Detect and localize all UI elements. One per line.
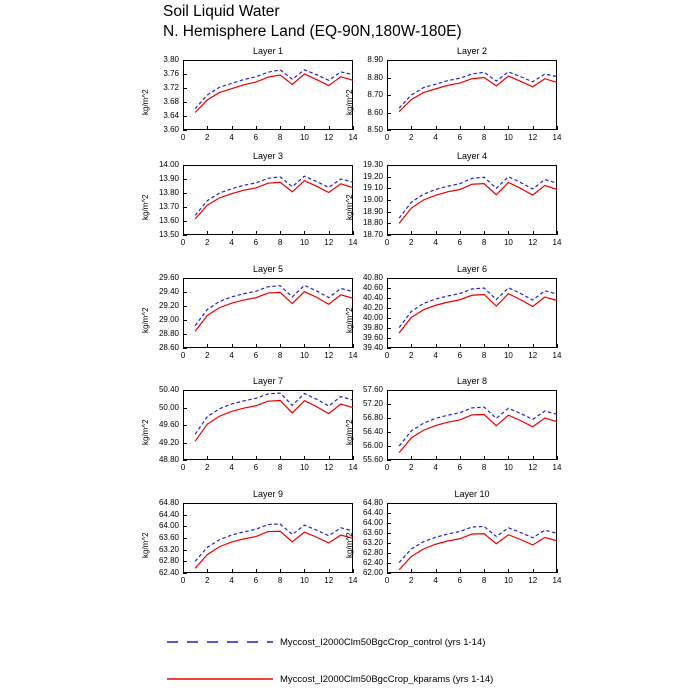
x-tick-label: 12 xyxy=(528,351,538,360)
x-tick-label: 14 xyxy=(552,351,562,360)
y-tick-label: 62.80 xyxy=(158,556,179,566)
x-tick-label: 8 xyxy=(277,133,283,142)
x-tick-label: 10 xyxy=(299,238,309,247)
chart-panel xyxy=(141,46,358,142)
y-tick-label: 62.40 xyxy=(362,558,383,567)
y-tick-label: 56.00 xyxy=(362,441,383,450)
y-tick-mark xyxy=(183,460,187,461)
y-tick-label: 19.20 xyxy=(362,171,383,181)
x-tick-label: 2 xyxy=(205,576,210,585)
y-tick-label: 64.40 xyxy=(158,509,179,519)
x-tick-label: 10 xyxy=(299,576,309,585)
y-tick-label: 57.20 xyxy=(362,399,383,408)
x-tick-label: 0 xyxy=(384,238,390,247)
y-tick-label: 8.70 xyxy=(367,90,383,99)
y-tick-label: 62.00 xyxy=(362,568,383,577)
y-tick-label: 29.20 xyxy=(158,301,179,310)
chart-title: Layer 3 xyxy=(252,151,284,161)
page-title xyxy=(163,2,462,42)
series-layer xyxy=(183,278,353,348)
x-tick-label: 6 xyxy=(457,576,463,585)
x-tick-label: 10 xyxy=(503,576,513,585)
y-tick-label: 63.20 xyxy=(158,544,179,554)
x-tick-label: 8 xyxy=(481,576,487,585)
y-tick-mark xyxy=(387,130,391,131)
y-tick-mark xyxy=(183,235,187,236)
x-tick-label: 2 xyxy=(409,351,414,360)
chart-title: Layer 9 xyxy=(252,489,284,499)
legend-label-kparams: Myccost_I2000Clm50BgcCrop_kparams (yrs 1-14) xyxy=(280,674,494,685)
series-layer xyxy=(183,60,353,130)
y-tick-label: 18.80 xyxy=(362,218,383,228)
y-tick-label: 14.00 xyxy=(158,160,179,169)
series-layer xyxy=(387,390,557,460)
y-tick-mark xyxy=(387,235,391,236)
x-tick-mark xyxy=(557,126,558,130)
x-tick-label: 10 xyxy=(503,463,513,472)
y-tick-label: 19.10 xyxy=(362,183,383,193)
x-tick-label: 0 xyxy=(180,576,186,585)
x-tick-label: 12 xyxy=(324,133,334,142)
x-tick-label: 8 xyxy=(481,133,487,142)
x-tick-label: 4 xyxy=(433,463,438,472)
y-tick-label: 56.40 xyxy=(362,427,383,436)
chart-title: Layer 10 xyxy=(454,489,490,499)
title-line-2: N. Hemisphere Land (EQ-90N,180W-180E) xyxy=(163,23,462,40)
y-tick-label: 8.60 xyxy=(367,107,383,117)
x-tick-label: 4 xyxy=(229,463,234,472)
chart-panel xyxy=(345,489,562,585)
y-tick-label: 64.80 xyxy=(158,498,179,507)
x-tick-label: 4 xyxy=(229,238,234,247)
y-tick-label: 40.20 xyxy=(362,303,383,312)
y-tick-label: 3.68 xyxy=(163,97,179,106)
y-tick-label: 19.30 xyxy=(362,160,383,169)
x-tick-label: 8 xyxy=(481,238,487,247)
y-tick-label: 13.70 xyxy=(158,202,179,211)
x-tick-label: 2 xyxy=(409,576,414,585)
x-tick-label: 2 xyxy=(409,133,414,142)
y-axis-label: kg/m^2 xyxy=(345,532,354,558)
y-tick-label: 29.00 xyxy=(158,315,179,324)
data-series-line xyxy=(399,177,557,218)
chart-title: Layer 1 xyxy=(252,46,284,56)
y-tick-label: 28.60 xyxy=(158,343,179,352)
x-tick-label: 0 xyxy=(180,351,186,360)
x-tick-label: 14 xyxy=(552,576,562,585)
x-tick-label: 6 xyxy=(253,133,259,142)
x-tick-label: 4 xyxy=(229,576,234,585)
y-tick-label: 29.60 xyxy=(158,273,179,282)
chart-title: Layer 4 xyxy=(456,151,488,161)
x-tick-label: 10 xyxy=(299,351,309,360)
series-layer xyxy=(183,390,353,460)
x-tick-label: 14 xyxy=(348,238,358,247)
title-line-1: Soil Liquid Water xyxy=(163,3,280,20)
data-series-line xyxy=(399,288,557,328)
series-layer xyxy=(387,60,557,130)
y-tick-label: 8.50 xyxy=(367,125,383,134)
y-tick-mark xyxy=(387,348,391,349)
chart-panel xyxy=(345,46,562,142)
x-tick-label: 10 xyxy=(299,133,309,142)
y-axis-label: kg/m^2 xyxy=(141,307,150,333)
y-tick-label: 62.80 xyxy=(362,548,383,557)
series-layer xyxy=(387,165,557,235)
chart-panel xyxy=(345,264,562,360)
x-tick-label: 8 xyxy=(277,463,283,472)
y-tick-label: 3.64 xyxy=(163,111,179,120)
x-tick-label: 8 xyxy=(481,463,487,472)
y-tick-label: 49.60 xyxy=(158,420,179,429)
y-axis-label: kg/m^2 xyxy=(345,194,354,220)
x-tick-mark xyxy=(557,344,558,348)
x-tick-label: 4 xyxy=(433,238,438,247)
y-axis-label: kg/m^2 xyxy=(141,532,150,558)
chart-title: Layer 8 xyxy=(456,376,488,386)
x-tick-label: 12 xyxy=(528,463,538,472)
y-tick-label: 13.90 xyxy=(158,174,179,183)
y-tick-label: 3.60 xyxy=(163,125,179,134)
y-axis-label: kg/m^2 xyxy=(345,419,354,445)
x-tick-label: 6 xyxy=(457,238,463,247)
y-tick-label: 19.00 xyxy=(362,195,383,204)
y-tick-label: 8.80 xyxy=(367,72,383,82)
y-tick-label: 28.80 xyxy=(158,329,179,338)
y-tick-label: 64.00 xyxy=(158,521,179,531)
x-tick-mark xyxy=(557,456,558,460)
y-tick-label: 56.80 xyxy=(362,413,383,422)
x-tick-label: 14 xyxy=(348,576,358,585)
chart-title: Layer 6 xyxy=(456,264,488,274)
x-tick-mark xyxy=(557,569,558,573)
x-tick-label: 12 xyxy=(324,351,334,360)
x-tick-label: 2 xyxy=(205,463,210,472)
data-series-line xyxy=(195,176,353,215)
x-tick-label: 2 xyxy=(205,351,210,360)
chart-title: Layer 5 xyxy=(252,264,284,274)
y-tick-label: 8.90 xyxy=(367,55,383,64)
x-tick-label: 8 xyxy=(277,576,283,585)
x-tick-label: 4 xyxy=(433,576,438,585)
x-tick-label: 14 xyxy=(552,463,562,472)
x-tick-label: 4 xyxy=(229,133,234,142)
x-tick-label: 12 xyxy=(528,133,538,142)
x-tick-label: 4 xyxy=(433,351,438,360)
y-axis-label: kg/m^2 xyxy=(141,419,150,445)
x-tick-label: 14 xyxy=(348,463,358,472)
y-tick-label: 64.80 xyxy=(362,498,383,507)
legend-swatch-control xyxy=(165,636,275,648)
x-tick-label: 8 xyxy=(277,238,283,247)
x-tick-label: 12 xyxy=(324,576,334,585)
series-layer xyxy=(183,503,353,573)
y-tick-label: 63.20 xyxy=(362,538,383,547)
y-tick-label: 13.50 xyxy=(158,230,179,239)
y-tick-label: 3.72 xyxy=(163,83,179,92)
x-tick-label: 6 xyxy=(457,133,463,142)
x-tick-label: 14 xyxy=(552,238,562,247)
y-tick-label: 39.60 xyxy=(362,333,383,342)
x-tick-label: 14 xyxy=(348,133,358,142)
y-tick-label: 63.60 xyxy=(362,528,383,537)
y-tick-label: 40.40 xyxy=(362,293,383,302)
x-tick-label: 12 xyxy=(324,238,334,247)
x-tick-label: 14 xyxy=(552,133,562,142)
x-tick-label: 0 xyxy=(180,463,186,472)
chart-panel xyxy=(141,151,358,247)
x-tick-label: 12 xyxy=(528,238,538,247)
chart-title: Layer 7 xyxy=(252,376,284,386)
x-tick-label: 8 xyxy=(481,351,487,360)
x-tick-label: 0 xyxy=(384,133,390,142)
x-tick-label: 12 xyxy=(324,463,334,472)
y-tick-mark xyxy=(387,460,391,461)
y-tick-mark xyxy=(183,348,187,349)
series-layer xyxy=(183,165,353,235)
x-tick-label: 0 xyxy=(384,351,390,360)
chart-panel xyxy=(141,264,358,360)
series-layer xyxy=(387,278,557,348)
y-axis-label: kg/m^2 xyxy=(141,194,150,220)
chart-panel xyxy=(345,151,562,247)
y-tick-label: 50.00 xyxy=(158,402,179,412)
x-tick-label: 6 xyxy=(253,238,259,247)
x-tick-label: 8 xyxy=(277,351,283,360)
y-tick-label: 63.60 xyxy=(158,533,179,542)
y-tick-mark xyxy=(183,573,187,574)
chart-panel xyxy=(345,376,562,472)
y-tick-label: 64.40 xyxy=(362,508,383,517)
x-tick-label: 14 xyxy=(348,351,358,360)
y-tick-label: 64.00 xyxy=(362,518,383,527)
legend-label-control: Myccost_I2000Clm50BgcCrop_control (yrs 1-14) xyxy=(280,637,486,648)
data-series-line xyxy=(399,72,557,108)
x-tick-label: 0 xyxy=(384,576,390,585)
y-tick-label: 13.80 xyxy=(158,188,179,197)
x-tick-label: 6 xyxy=(253,576,259,585)
data-series-line xyxy=(195,531,353,568)
data-series-line xyxy=(195,401,353,442)
x-tick-label: 2 xyxy=(205,238,210,247)
y-tick-mark xyxy=(183,130,187,131)
data-series-line xyxy=(195,181,353,219)
y-tick-label: 18.90 xyxy=(362,206,383,216)
y-tick-mark xyxy=(387,573,391,574)
x-tick-label: 12 xyxy=(528,576,538,585)
x-tick-label: 10 xyxy=(503,351,513,360)
y-tick-label: 62.40 xyxy=(158,568,179,577)
x-tick-label: 4 xyxy=(229,351,234,360)
x-tick-label: 6 xyxy=(253,351,259,360)
x-tick-label: 0 xyxy=(180,133,186,142)
y-tick-label: 40.80 xyxy=(362,273,383,282)
x-tick-label: 6 xyxy=(457,463,463,472)
x-tick-label: 6 xyxy=(457,351,463,360)
x-tick-label: 2 xyxy=(409,463,414,472)
series-layer xyxy=(387,503,557,573)
y-tick-label: 49.20 xyxy=(158,437,179,447)
x-tick-mark xyxy=(557,231,558,235)
x-tick-label: 6 xyxy=(253,463,259,472)
y-tick-label: 3.76 xyxy=(163,69,179,78)
data-series-line xyxy=(399,415,557,453)
legend-swatch-kparams xyxy=(165,673,275,685)
y-tick-label: 40.00 xyxy=(362,313,383,322)
y-axis-label: kg/m^2 xyxy=(141,89,150,115)
chart-panel xyxy=(141,376,358,472)
y-tick-label: 39.40 xyxy=(362,343,383,352)
chart-panel xyxy=(141,489,358,585)
x-tick-label: 10 xyxy=(299,463,309,472)
x-tick-label: 10 xyxy=(503,133,513,142)
y-tick-label: 40.60 xyxy=(362,283,383,292)
y-tick-label: 18.70 xyxy=(362,230,383,239)
y-tick-label: 13.60 xyxy=(158,216,179,225)
y-tick-label: 48.80 xyxy=(158,455,179,464)
x-tick-label: 0 xyxy=(180,238,186,247)
data-series-line xyxy=(195,285,353,325)
x-tick-label: 10 xyxy=(503,238,513,247)
y-tick-label: 50.40 xyxy=(158,385,179,394)
chart-title: Layer 2 xyxy=(456,46,488,56)
x-tick-label: 4 xyxy=(433,133,438,142)
data-series-line xyxy=(399,534,557,570)
y-tick-label: 3.80 xyxy=(163,55,179,64)
y-tick-label: 55.60 xyxy=(362,455,383,464)
x-tick-label: 2 xyxy=(409,238,414,247)
y-tick-label: 39.80 xyxy=(362,323,383,332)
y-tick-label: 29.40 xyxy=(158,287,179,296)
x-tick-label: 2 xyxy=(205,133,210,142)
x-tick-label: 0 xyxy=(384,463,390,472)
y-tick-label: 57.60 xyxy=(362,385,383,394)
data-series-line xyxy=(195,74,353,113)
y-axis-label: kg/m^2 xyxy=(345,89,354,115)
y-axis-label: kg/m^2 xyxy=(345,307,354,333)
